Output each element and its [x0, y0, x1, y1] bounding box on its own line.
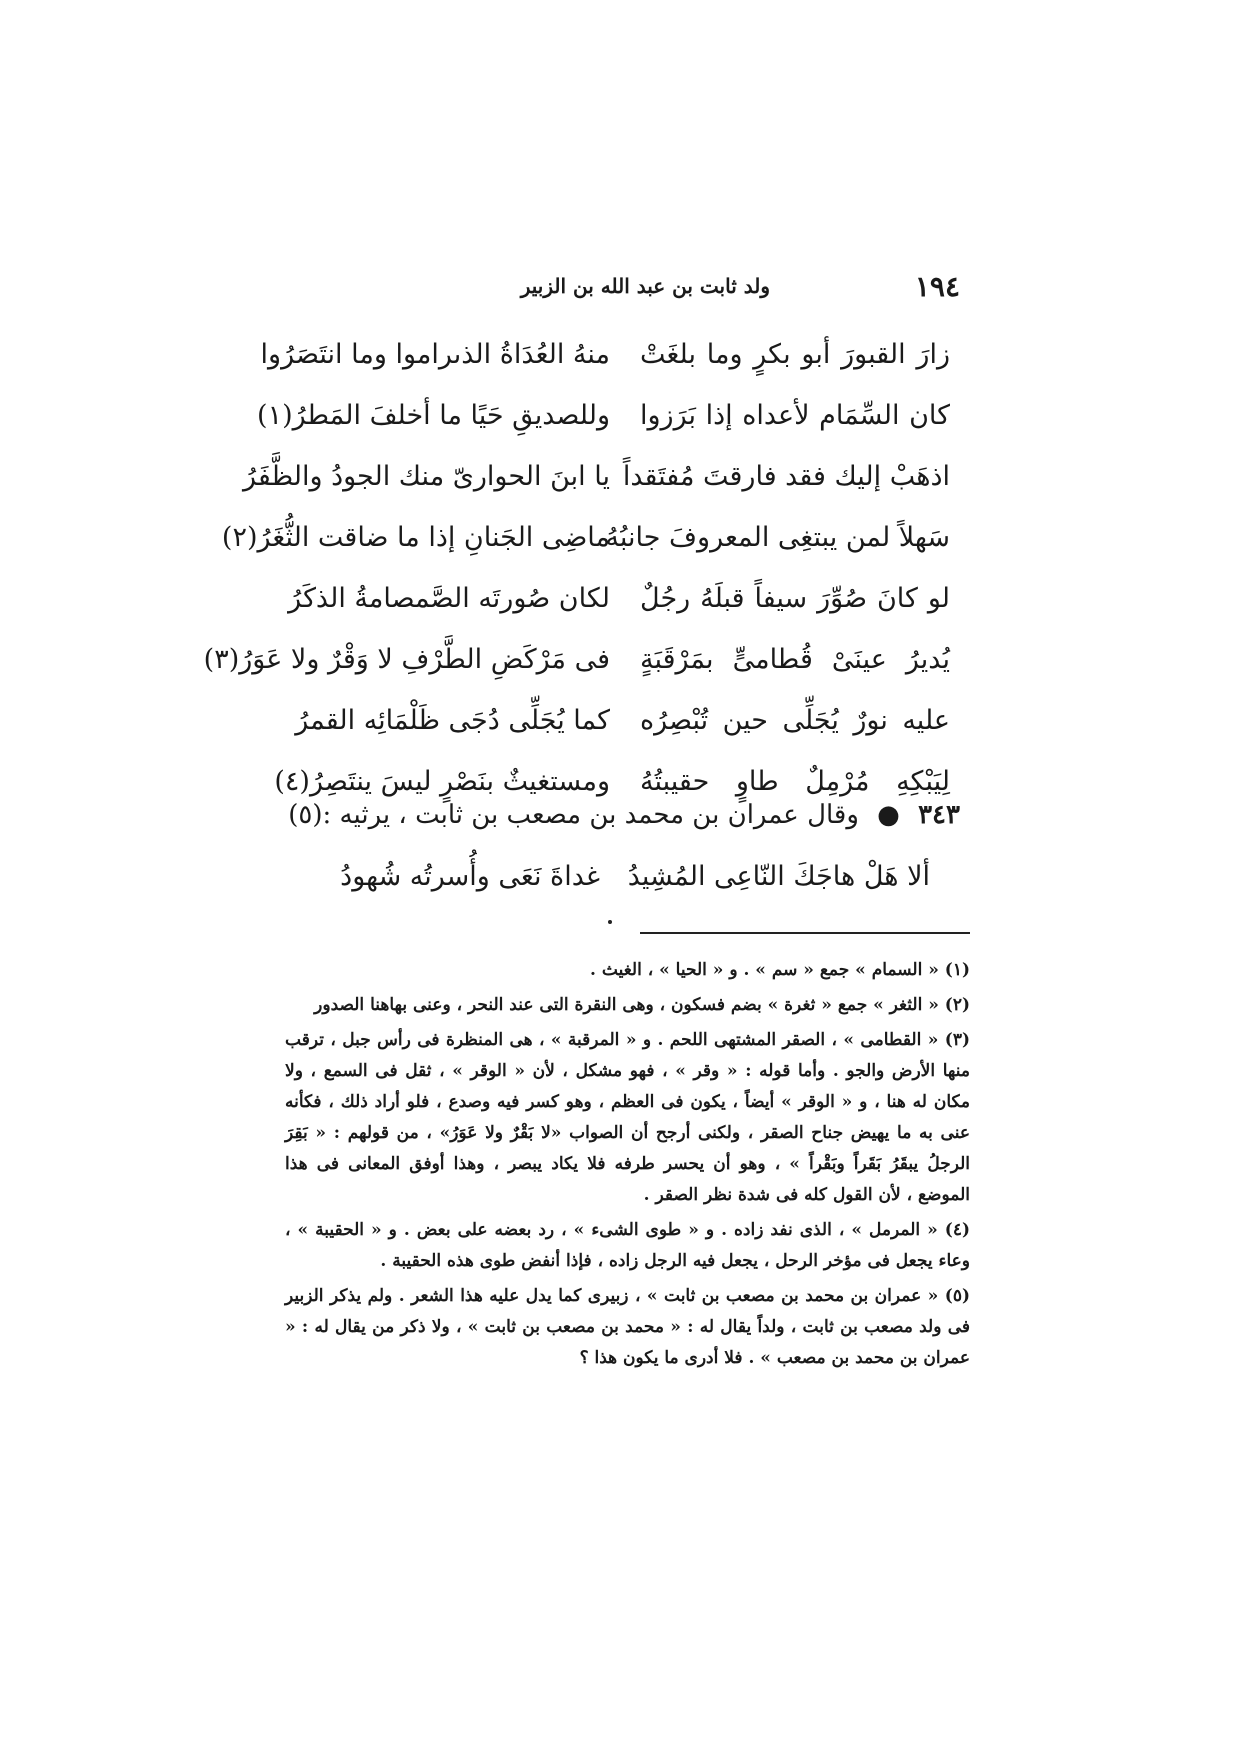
section-343 — [288, 795, 960, 917]
verse-second-hemistich: فى مَرْكَضِ الطَّرْفِ لا وَقْرٌ ولا عَوَرُ(٣) — [203, 644, 610, 675]
footnote: (٥) « عمران بن محمد بن مصعب بن ثابت » ، زبيرى كما يدل عليه هذا الشعر . ولم يذكر الزبير فى ولد مصعب بن ثابت ، ولداً يقال له : « محمد بن مصعب بن ثابت » ، ولا ذكر من يقال له : « عمران بن محمد بن مصعب » . فلا أدرى ما يكون هذا ؟ — [285, 1286, 970, 1368]
verse-second-hemistich: كما يُجَلِّى دُجَى ظَلْمَائِه القمرُ — [295, 705, 610, 736]
verse-second-hemistich: ومستغيثٌ بنَصْرٍ ليسَ ينتَصِرُ(٤) — [274, 766, 610, 797]
verse-first-hemistich: اذهَبْ إليك فقد فارقتَ مُفتَقداً — [622, 461, 950, 492]
intro-text: وقال عمران بن محمد بن مصعب بن ثابت ، يرثيه :(٥) — [288, 800, 859, 830]
running-head: ولد ثابت بن عبد الله بن الزبير — [520, 274, 770, 298]
verse-first-hemistich: لو كانَ صُوِّرَ سيفاً قبلَهُ رجُلٌ — [640, 583, 950, 614]
verse-first-hemistich: كان السِّمَام لأعداه إذا بَرَزوا — [640, 400, 950, 431]
verse — [221, 518, 970, 579]
footnote: (٤) « المرمل » ، الذى نفد زاده . و « طوى الشىء » ، رد بعضه على بعض . و « الحقيبة » ، وعاء يجعل فى مؤخر الرحل ، يجعل فيه الرجل زاده ، فإذا أنفض طوى هذه الحقيبة . — [285, 1220, 970, 1271]
page-number: ١٩٤ — [914, 270, 960, 303]
verse-second-hemistich: يا ابنَ الحوارىّ منك الجودُ والظَّفَرُ — [243, 461, 610, 492]
verse-first-hemistich: عليه نورٌ يُجَلِّى حين تُبْصِرُه — [640, 705, 950, 736]
verse — [300, 857, 960, 917]
page-header — [300, 270, 960, 310]
footnotes — [285, 955, 970, 1378]
section-intro — [288, 795, 960, 835]
verse-second-hemistich: لكان صُورتَه الصَّمصامةُ الذكَرُ — [288, 583, 610, 614]
verse — [260, 335, 970, 396]
verse — [257, 396, 970, 457]
verse — [290, 579, 970, 640]
footnote: (٢) « الثغر » جمع « ثغرة » بضم فسكون ، وهى النقرة التى عند النحر ، وعنى بهاهنا الصدور — [314, 995, 970, 1015]
poem — [203, 335, 970, 823]
verse-second-hemistich: ماضِى الجَنانِ إذا ما ضاقت الثُّغَرُ(٢) — [221, 522, 610, 553]
bullet-icon: ● — [877, 800, 900, 830]
verse-first-hemistich: يُديرُ عينَىْ قُطامىٍّ بمَرْقَبَةٍ — [640, 644, 950, 675]
verse-second-hemistich: منهُ العُدَاةُ الذىراموا وما انتَصَرُوا — [260, 339, 610, 370]
verse — [290, 701, 970, 762]
verse — [243, 457, 970, 518]
verse-first-hemistich: سَهلاً لمن يبتغِى المعروفَ جانبُهُ — [605, 522, 950, 553]
footnote: (٣) « القطامى » ، الصقر المشتهى اللحم . و « المرقبة » ، هى المنظرة فى رأس جبل ، ترقب منها الأرض والجو . وأما قوله : « وقر » ، فهو مشكل ، لأن « الوقر » ، ثقل فى السمع ، ولا مكان له هنا ، و « الوقر » أيضاً ، يكون فى العظم ، وهو كسر فيه وصدع ، فلو أراد ذلك ، فكأنه عنى به ما يهيض جناح الصقر ، ولكنى أرجح أن الصواب «لا بَقْرٌ ولا عَوَرُ» ، من قولهم : « بَقِرَ الرجلُ يبقَرُ بَقَراً وبَقْراً » ، وهو أن يحسر طرفه فلا يكاد يبصر ، وهذا أوفق المعانى فى هذا الموضع ، لأن القول كله فى شدة نظر الصقر . — [285, 1030, 970, 1205]
entry-number: ٣٤٣ — [918, 800, 960, 830]
separator-dot — [608, 920, 612, 924]
verse — [203, 640, 970, 701]
footnote: (١) « السمام » جمع « سم » . و « الحيا » ، الغيث . — [590, 960, 970, 980]
verse-first-hemistich: ألا هَلْ هاجَكَ النّاعِى المُشِيدُ — [627, 861, 930, 892]
footnote-separator — [640, 932, 970, 934]
verse-second-hemistich: غداةَ نَعَى وأُسرتُه شُهودُ — [340, 861, 600, 892]
verse-first-hemistich: لِيَبْكِهِ مُرْمِلٌ طاوٍ حقيبتُهُ — [640, 766, 950, 797]
verse-first-hemistich: زارَ القبورَ أبو بكرٍ وما بلغَتْ — [640, 339, 950, 370]
verse-second-hemistich: وللصديقِ حَيًا ما أخلفَ المَطرُ(١) — [257, 400, 610, 431]
